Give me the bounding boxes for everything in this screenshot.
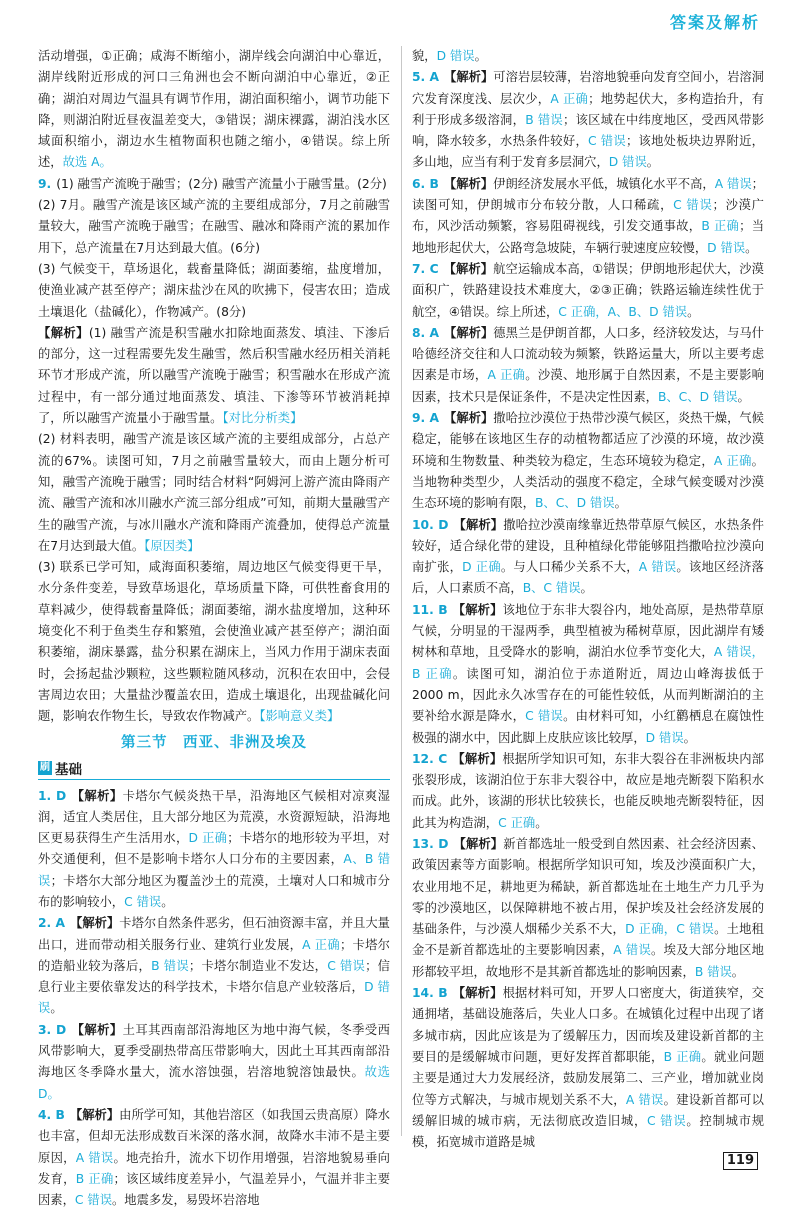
column-divider [401, 46, 402, 1136]
q4-continued: 貌，D 错误。 [412, 49, 487, 63]
q6-answer: 6. B 【解析】伊朗经济发展水平低，城镇化水平不高，A 错误；读图可知，伊朗城市分布较分散，人口稀疏，C 错误；沙漠广布，风沙活动频繁，容易阻碍视线，引发交通事故，B 正确；当地地形起伏大，公路弯急坡陡，车辆行驶速度应较慢，D 错误。 [412, 176, 764, 255]
q4-answer: 4. B 【解析】由所学可知，其他岩溶区（如我国云贵高原）降水也丰富，但却无法形成数百米深的落水洞，故降水丰沛不是主要原因，A 错误。地壳抬升，流水下切作用增强，岩溶地貌易垂向发育，B 正确；该区域纬度差异小，气温差异小，气温并非主要因素，C 错误。地震多发，易毁坏岩溶地 [38, 1107, 390, 1208]
q7-answer: 7. C 【解析】航空运输成本高，①错误；伊朗地形起伏大，沙漠面积广，铁路建设技术难度大，②③正确；铁路运输连续性优于航空，④错误。综上所述，C 正确，A、B、D 错误。 [412, 261, 764, 319]
right-column [412, 46, 764, 1153]
q9-answer-3: (3) 气候变干，草场退化，载畜量降低；湖面萎缩，盐度增加，使渔业减产甚至停产；湖床盐沙在风的吹拂下，侵害农田；造成土壤退化（盐碱化），作物减产。(8分) [38, 261, 390, 319]
q8-answer: 8. A 【解析】德黑兰是伊朗首都，人口多，经济较发达，与马什哈德经济交往和人口流动较为频繁，铁路运量大，所以主要考虑因素是市场，A 正确。沙漠、地形属于自然因素，不是主要影响因素，技术只是保证条件，不是决定性因素，B、C、D 错误。 [412, 325, 764, 404]
q9-analysis-3: (3) 联系已学可知，咸海面积萎缩，周边地区气候变得更干旱，水分条件变差，导致草场退化，草场质量下降，可供牲畜食用的草料减少，使得载畜量降低；湖面萎缩，湖水盐度增加，这种环境变化不利于鱼类生存和繁殖，会使渔业减产甚至停产；湖泊面积萎缩，湖床暴露，盐分积累在湖床上，当风力作用于湖床表面时，会扬起盐沙颗粒，这些颗粒随风移动，沉积在农田中，会侵害周边农田；大量盐沙覆盖农田，造成土壤退化，出现盐碱化问题，影响农作物生长，导致农作物减产。【影响意义类】 [38, 560, 390, 724]
q2-answer: 2. A 【解析】卡塔尔自然条件恶劣，但石油资源丰富，并且大量出口，进而带动相关服务行业、建筑行业发展，A 正确；卡塔尔的造船业较为落后，B 错误；卡塔尔制造业不发达，C 错误；信息行业主要依靠发达的科学技术，卡塔尔信息产业较落后，D 错误。 [38, 916, 390, 1016]
section-title: 第三节 西亚、非洲及埃及 [121, 734, 307, 751]
q11-answer: 11. B 【解析】该地位于东非大裂谷内，地处高原，是热带草原气候，分明显的干湿两季，典型植被为稀树草原，因此湖岸有矮树林和草地，且受降水的影响，湖泊水位季节变化大，A 错误，B 正确。读图可知，湖泊位于赤道附近，周边山峰海拔低于 2000 m，因此永久冰雪存在的可能性较低，从而判断湖泊的主要补给水源是降水，C 错误。由材料可知，小红鹳栖息在腐蚀性极强的湖水中，因此脚上皮肤应该比较厚，D 错误。 [412, 602, 764, 745]
q9-analysis-2: (2) 材料表明，融雪产流是该区域产流的主要组成部分，占总产流的67%。读图可知，7月之前融雪量较大，而由上题分析可知，融雪产流晚于融雪；同时结合材料“阿姆河上游产流由降雨产流、融雪产流和冰川融水产流三部分组成”可知，前期大量融雪产生的融雪产流，与冰川融水产流和降雨产流叠加，使得总产流量在7月达到最大值。【原因类】 [38, 432, 390, 553]
page-number: 119 [723, 1152, 758, 1170]
q13-answer: 13. D 【解析】新首都选址一般受到自然因素、社会经济因素、政策因素等方面影响。根据所学知识可知，埃及沙漠面积广大，农业用地不足，耕地更为稀缺，新首都选址在土地生产力几乎为零的沙漠地区，以保障耕地不被占用，保护埃及社会经济发展的基础条件，与沙漠人烟稀少关系不大，D 正确，C 错误。土地租金不是新首都选址的主要影响因素，A 错误。埃及大部分地区地形都较平坦，故地形不是其新首都选址的影响因素，B 错误。 [412, 836, 764, 979]
paragraph: 活动增强，①正确；咸海不断缩小，湖岸线会向湖泊中心靠近，湖岸线附近形成的河口三角洲也会不断向湖泊中心靠近，②正确；湖泊对周边气温具有调节作用，湖泊面积缩小，调节功能下降，则湖泊附近昼夜温差变大，③错误；湖床裸露，湖泊浅水区域面积缩小，湖边水生植物面积也随之缩小，④错误。综上所述，故选 A。 [38, 49, 390, 170]
q12-answer: 12. C 【解析】根据所学知识可知，东非大裂谷在非洲板块内部张裂形成，该湖泊位于东非大裂谷中，故应是地壳断裂下陷积水而成。此外，该湖的形状比较狭长，也能反映地壳断裂特征，因此其为构造湖，C 正确。 [412, 751, 764, 830]
brush-icon: 刷 [40, 761, 50, 773]
basics-header [38, 758, 390, 780]
q9-analysis-1: 【解析】(1) 融雪产流是积雪融水扣除地面蒸发、填洼、下渗后的部分，这一过程需要先发生融雪，然后积雪融水经历相关消耗环节才形成产流，所以融雪产流晚于融雪；积雪融水在形成产流过程中，有一部分通过地面蒸发、填洼、下渗等环节被消耗掉了，所以融雪产流量小于融雪量。【对比分析类】 [38, 325, 390, 426]
q10-answer: 10. D 【解析】撒哈拉沙漠南缘靠近热带草原气候区，水热条件较好，适合绿化带的建设，且种植绿化带能够阻挡撒哈拉沙漠向南扩张，D 正确。与人口稀少关系不大，A 错误。该地区经济落后，人口素质不高，B、C 错误。 [412, 517, 764, 596]
q9-answer-2: (2) 7月。融雪产流是该区域产流的主要组成部分，7月之前融雪量较大，融雪产流晚于融雪；在融雪、融冰和降雨产流的累加作用下，总产流量在7月达到最大值。(6分) [38, 198, 390, 255]
q9r-answer: 9. A 【解析】撒哈拉沙漠位于热带沙漠气候区，炎热干燥，气候稳定，能够在该地区生存的动植物都适应了沙漠的环境，故沙漠环境和生物数量、种类较为稳定，生态环境较为稳定，A 正确。当地物种类型少，人类活动的强度不稳定，全球气候变暖对沙漠生态环境的影响有限，B、C、D 错误。 [412, 411, 764, 511]
q9-answer: 9. (1) 融雪产流晚于融雪；(2分) 融雪产流量小于融雪量。(2分) [38, 176, 387, 191]
q3-answer: 3. D 【解析】土耳其西南部沿海地区为地中海气候，冬季受西风带影响大，夏季受副热带高压带影响大，因此土耳其西南部沿海地区冬季降水量大，流水溶蚀强，岩溶地貌溶蚀最快。故选 D。 [38, 1022, 390, 1101]
header-title: 答案及解析 [669, 13, 760, 32]
basics-label: 基础 [55, 761, 82, 778]
left-column [38, 46, 390, 1211]
q1-answer: 1. D 【解析】卡塔尔气候炎热干旱，沿海地区气候相对凉爽湿润，适宜人类居住，且大部分地区为荒漠，水资源短缺，沿海地区更易获得生产生活用水，D 正确；卡塔尔的地形较为平坦，对外交通便利，但不是影响卡塔尔人口分布的主要因素，A、B 错误；卡塔尔大部分地区为覆盖沙土的荒漠，土壤对人口和城市分布的影响较小，C 错误。 [38, 788, 390, 909]
q14-answer: 14. B 【解析】根据材料可知，开罗人口密度大，街道狭窄，交通拥堵，基础设施落后，失业人口多。在城镇化过程中出现了诸多城市病，因此应该是为了缓解压力，因而埃及建设新首都的主要目的是缓解城市问题，更好发挥首都职能，B 正确。就业问题主要是通过大力发展经济，鼓励发展第二、三产业，增加就业岗位等方式解决，与城市规划关系不大，A 错误。建设新首都可以缓解旧城的城市病，无法彻底改造旧城，C 错误。控制城市规模，拓宽城市道路是城 [412, 986, 764, 1150]
q5-answer: 5. A 【解析】可溶岩层较薄，岩溶地貌垂向发育空间小，岩溶洞穴发育深度浅、层次少，A 正确；地势起伏大，多构造抬升，有利于形成多级溶洞，B 错误；该区域在中纬度地区，受西风带影响，降水较多，水热条件较好，C 错误；该地处板块边界附近，多山地，应当有利于发育多层洞穴，D 错误。 [412, 70, 764, 170]
